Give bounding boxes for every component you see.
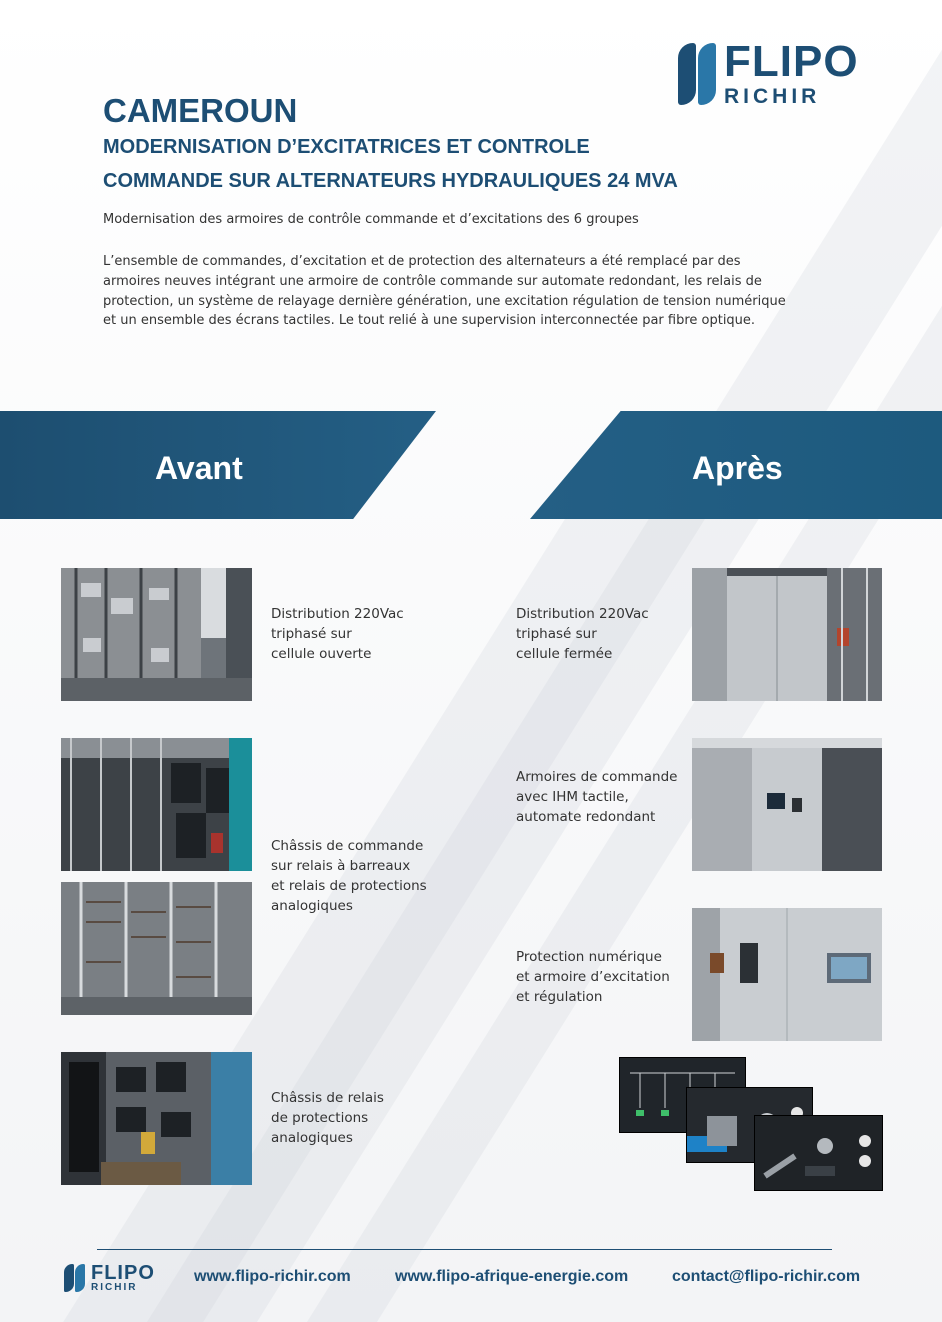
footer-logo-name-bottom: RICHIR xyxy=(91,1282,138,1293)
before-caption-1: Distribution 220Vac triphasé sur cellule ouverte xyxy=(271,606,404,662)
footer-logo-name-top: FLIPO xyxy=(91,1262,155,1284)
footer-divider xyxy=(97,1249,832,1250)
logo-mark-icon xyxy=(64,1264,86,1292)
after-photo-control-cabinets xyxy=(692,738,882,871)
scada-screen-3 xyxy=(754,1115,883,1191)
before-caption-2: Châssis de commande sur relais à barreaux et relais de protections analogiques xyxy=(271,838,427,914)
footer-link-flipo-afrique[interactable]: www.flipo-afrique-energie.com xyxy=(395,1268,629,1285)
before-photo-protection-relays xyxy=(61,1052,252,1185)
logo-name-bottom: RICHIR xyxy=(724,85,821,108)
footer-link-email[interactable]: contact@flipo-richir.com xyxy=(672,1268,861,1285)
page-title: CAMEROUN xyxy=(103,92,298,129)
logo-mark-icon xyxy=(678,43,716,105)
brand-logo xyxy=(678,37,859,108)
after-photo-distribution-closed xyxy=(692,568,882,701)
description-paragraph: L’ensemble de commandes, d’excitation et de protection des alternateurs a été remplacé par des armoires neuves intégrant une armoire de contrôle commande sur automate redondant, les relais de protection, un système de relayage dernière génération, une excitation régulation de tension numérique et un ensemble des écrans tactiles. Le tout relié à une supervision interconnectée par fibre optique. xyxy=(103,254,786,329)
after-heading: Après xyxy=(692,450,783,486)
before-photo-relay-chassis-1 xyxy=(61,738,252,871)
intro-text: Modernisation des armoires de contrôle commande et d’excitations des 6 groupes xyxy=(103,212,639,227)
before-heading: Avant xyxy=(155,450,243,486)
logo-name-top: FLIPO xyxy=(724,37,859,86)
footer-link-flipo-richir[interactable]: www.flipo-richir.com xyxy=(194,1268,351,1285)
scada-screens-collage xyxy=(619,1057,882,1190)
after-photo-protection-excitation xyxy=(692,908,882,1041)
after-caption-1: Distribution 220Vac triphasé sur cellule fermée xyxy=(516,606,649,662)
after-caption-2: Armoires de commande avec IHM tactile, automate redondant xyxy=(516,769,678,825)
footer-logo xyxy=(64,1263,155,1293)
subtitle-line-1: MODERNISATION D’EXCITATRICES ET CONTROLE xyxy=(103,136,590,158)
before-caption-3: Châssis de relais de protections analogiques xyxy=(271,1090,384,1146)
subtitle-line-2: COMMANDE SUR ALTERNATEURS HYDRAULIQUES 24 MVA xyxy=(103,170,678,192)
before-photo-relay-chassis-2 xyxy=(61,882,252,1015)
after-caption-3: Protection numérique et armoire d’excitation et régulation xyxy=(516,949,670,1005)
before-photo-distribution-open xyxy=(61,568,252,701)
